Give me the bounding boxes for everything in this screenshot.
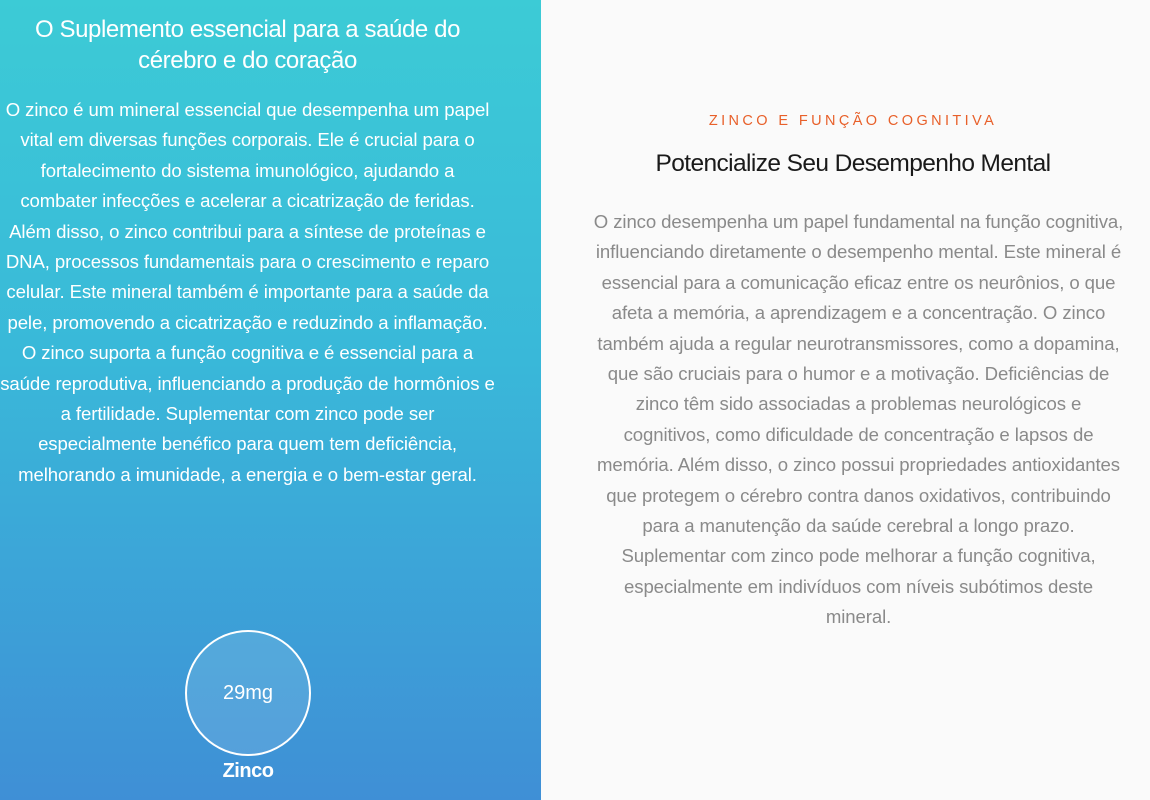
supplement-title: O Suplemento essencial para a saúde do cérebro e do coração <box>34 16 461 74</box>
nutrient-label: Zinco <box>222 760 274 782</box>
section-description: O zinco desempenha um papel fundamental na função cognitiva, influenciando diretamente o desempenho mental. Este mineral é essencial para a comunicação eficaz entre os neurônios, o que afeta a memória, a aprendizagem e a concentração. O zinco também ajuda a regular neurotransmissores, como a dopamina, que são cruciais para o humor e a motivação. Deficiências de zinco têm sido associadas a problemas neurológicos e cognitivos, como dificuldade de concentração e lapsos de memória. Além disso, o zinco possui propriedades antioxidantes que protegem o cérebro contra danos oxidativos, contribuindo para a manutenção da saúde cerebral a longo prazo. Suplementar com zinco pode melhorar a função cognitiva, especialmente em indivíduos com níveis subótimos deste mineral. <box>593 211 1124 628</box>
section-title: Potencialize Seu Desempenho Mental <box>655 150 1051 177</box>
section-eyebrow: ZINCO E FUNÇÃO COGNITIVA <box>708 113 998 129</box>
dose-circle <box>185 630 311 756</box>
cognitive-panel <box>541 0 1150 800</box>
supplement-panel <box>0 0 541 800</box>
dose-value: 29mg <box>222 681 274 704</box>
supplement-description: O zinco é um mineral essencial que desempenha um papel vital em diversas funções corporais. Ele é crucial para o fortalecimento do sistema imunológico, ajudando a combater infecções e acelerar a cicatrização de feridas. Além disso, o zinco contribui para a síntese de proteínas e DNA, processos fundamentais para o crescimento e reparo celular. Este mineral também é importante para a saúde da pele, promovendo a cicatrização e reduzindo a inflamação. O zinco suporta a função cognitiva e é essencial para a saúde reprodutiva, influenciando a produção de hormônios e a fertilidade. Suplementar com zinco pode ser especialmente benéfico para quem tem deficiência, melhorando a imunidade, a energia e o bem-estar geral. <box>0 99 495 485</box>
